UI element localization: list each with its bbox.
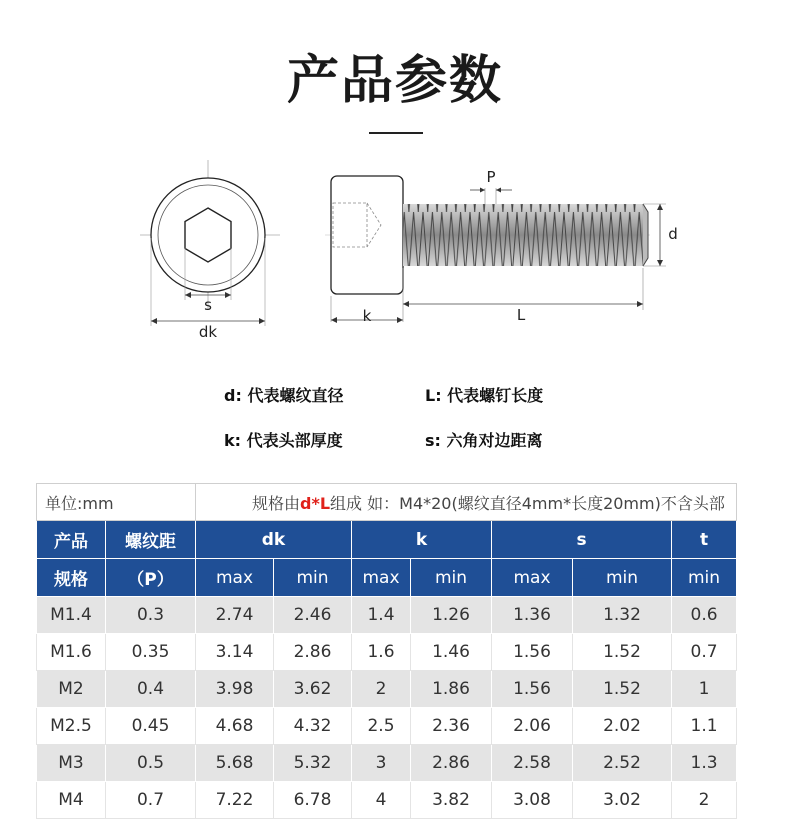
table-cell: 1.26: [411, 597, 492, 634]
legend-text: 代表螺钉长度: [447, 386, 544, 405]
header-dk-max: max: [196, 559, 274, 597]
header-pitch-2: （P）: [106, 559, 196, 597]
header-t-min: min: [672, 559, 737, 597]
header-s-min: min: [573, 559, 672, 597]
table-cell: 0.5: [106, 745, 196, 782]
header-pitch-1: 螺纹距: [106, 521, 196, 559]
table-cell: 1.52: [573, 634, 672, 671]
table-cell: 3.14: [196, 634, 274, 671]
table-row: [37, 708, 737, 745]
table-cell: 3.08: [492, 782, 573, 819]
spec-table: [36, 483, 737, 819]
table-cell: 5.68: [196, 745, 274, 782]
table-cell: 2.74: [196, 597, 274, 634]
label-dk: dk: [198, 323, 218, 341]
table-row: [37, 745, 737, 782]
table-cell: 1.56: [492, 634, 573, 671]
table-cell: M4: [37, 782, 106, 819]
legend-key: d:: [224, 386, 242, 405]
page-title: 产品参数: [286, 51, 503, 111]
table-cell: 2.46: [274, 597, 352, 634]
table-cell: 5.32: [274, 745, 352, 782]
table-cell: 0.3: [106, 597, 196, 634]
table-cell: 2.52: [573, 745, 672, 782]
table-cell: 1.46: [411, 634, 492, 671]
table-cell: 0.7: [672, 634, 737, 671]
note-prefix: 规格由: [252, 493, 301, 513]
table-cell: 0.7: [106, 782, 196, 819]
table-row: [37, 782, 737, 819]
table-cell: 1.32: [573, 597, 672, 634]
table-cell: 1.3: [672, 745, 737, 782]
table-cell: 0.4: [106, 671, 196, 708]
table-cell: 2.58: [492, 745, 573, 782]
header-k: k: [352, 521, 492, 559]
table-cell: 4: [352, 782, 411, 819]
legend-s: [425, 428, 543, 451]
table-cell: M1.6: [37, 634, 106, 671]
table-cell: 7.22: [196, 782, 274, 819]
legend-text: 六角对边距离: [446, 431, 543, 450]
table-cell: M2: [37, 671, 106, 708]
table-cell: 2.36: [411, 708, 492, 745]
table-cell: 0.45: [106, 708, 196, 745]
header-spec-1: 产品: [37, 521, 106, 559]
legend-text: 代表头部厚度: [246, 431, 343, 450]
unit-row: [37, 484, 737, 521]
note-highlight: d*L: [300, 493, 331, 513]
legend-text: 代表螺纹直径: [247, 386, 344, 405]
header-k-max: max: [352, 559, 411, 597]
legend-key: L:: [425, 386, 442, 405]
legend-key: k:: [224, 431, 242, 450]
header-row-2: [37, 559, 737, 597]
note-suffix: 组成 如：M4*20(螺纹直径4mm*长度20mm)不含头部: [330, 493, 725, 513]
table-row: [37, 671, 737, 708]
table-cell: 1.1: [672, 708, 737, 745]
table-cell: 4.32: [274, 708, 352, 745]
table-cell: 4.68: [196, 708, 274, 745]
table-cell: 2: [352, 671, 411, 708]
spec-note: [196, 484, 737, 521]
label-l: L: [516, 306, 526, 324]
screw-diagram: [0, 150, 790, 350]
table-cell: 1.4: [352, 597, 411, 634]
legend-d: [224, 383, 343, 406]
table-row: [37, 634, 737, 671]
table-cell: M3: [37, 745, 106, 782]
table-cell: 2.86: [274, 634, 352, 671]
unit-label: 单位:mm: [37, 484, 196, 521]
table-cell: 1: [672, 671, 737, 708]
table-cell: 1.36: [492, 597, 573, 634]
table-cell: 6.78: [274, 782, 352, 819]
table-cell: 2.5: [352, 708, 411, 745]
legend-k: [224, 428, 343, 451]
screw-side-view: [325, 168, 678, 325]
legend-key: s:: [425, 431, 441, 450]
header-dk-min: min: [274, 559, 352, 597]
title-underline: [369, 132, 423, 134]
table-cell: 3.82: [411, 782, 492, 819]
head-front-view: [140, 160, 280, 341]
table-cell: 1.56: [492, 671, 573, 708]
header-row-1: [37, 521, 737, 559]
label-d: d: [668, 225, 678, 243]
header-dk: dk: [196, 521, 352, 559]
table-row: [37, 597, 737, 634]
table-cell: 2.06: [492, 708, 573, 745]
header-s: s: [492, 521, 672, 559]
table-cell: 2: [672, 782, 737, 819]
header-s-max: max: [492, 559, 573, 597]
table-cell: 1.52: [573, 671, 672, 708]
label-s: s: [204, 296, 212, 314]
table-cell: 3: [352, 745, 411, 782]
table-cell: 2.02: [573, 708, 672, 745]
table-cell: 3.62: [274, 671, 352, 708]
header-spec-2: 规格: [37, 559, 106, 597]
table-cell: M2.5: [37, 708, 106, 745]
label-p: P: [486, 168, 496, 186]
header-k-min: min: [411, 559, 492, 597]
table-cell: 3.02: [573, 782, 672, 819]
table-cell: 0.6: [672, 597, 737, 634]
table-cell: 1.6: [352, 634, 411, 671]
table-cell: 2.86: [411, 745, 492, 782]
table-cell: 3.98: [196, 671, 274, 708]
header-t: t: [672, 521, 737, 559]
table-cell: 1.86: [411, 671, 492, 708]
legend-l: [425, 383, 543, 406]
table-cell: 0.35: [106, 634, 196, 671]
table-cell: M1.4: [37, 597, 106, 634]
label-k: k: [362, 307, 372, 325]
